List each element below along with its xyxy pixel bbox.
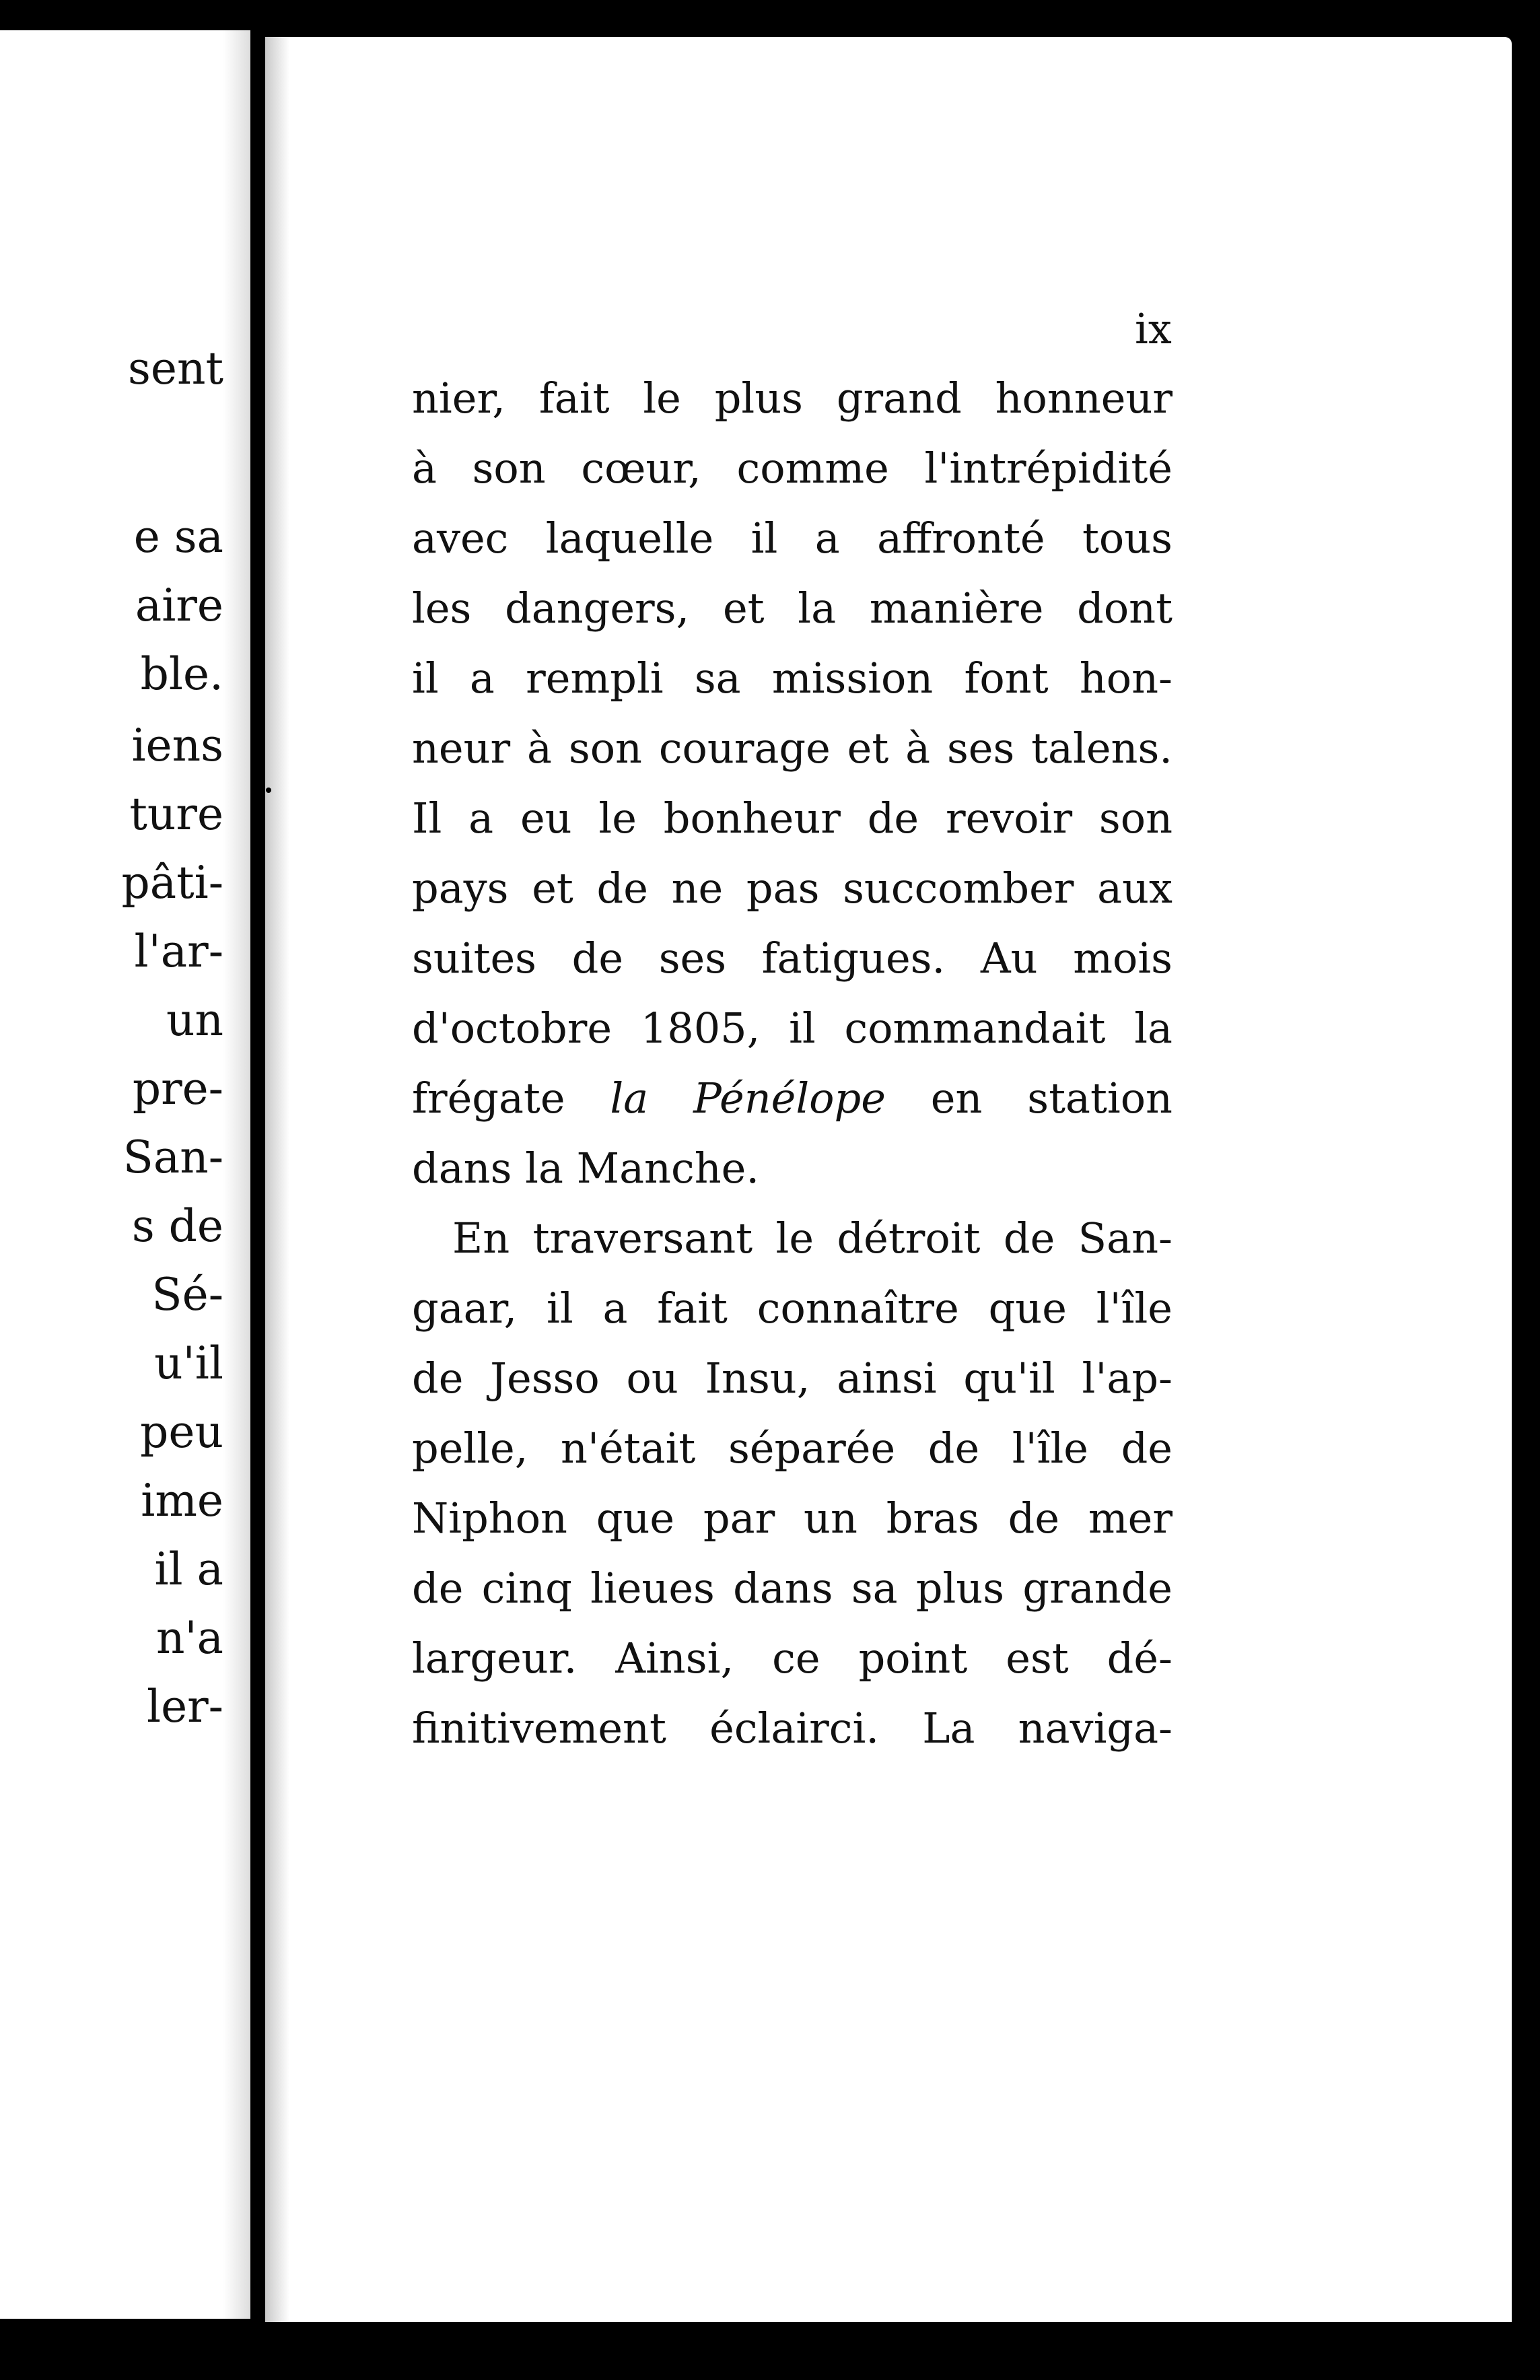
text-line: d'octobre 1805, il commandait la bbox=[412, 1004, 1172, 1053]
text-line-with-italic bbox=[412, 1063, 1172, 1133]
body-text bbox=[412, 363, 1172, 1763]
left-page-line: il a bbox=[154, 1543, 223, 1595]
text-line: neur à son courage et à ses talens. bbox=[412, 724, 1172, 773]
left-gutter-shadow bbox=[223, 30, 250, 2319]
left-page-line: peu bbox=[140, 1406, 223, 1458]
left-page-line: l'ar- bbox=[134, 925, 223, 977]
text-segment: en station bbox=[885, 1074, 1172, 1123]
left-page-line: s de bbox=[131, 1200, 223, 1252]
text-line: il a rempli sa mission font hon- bbox=[412, 654, 1172, 703]
left-page-line: u'il bbox=[154, 1337, 223, 1389]
text-line: avec laquelle il a affronté tous bbox=[412, 514, 1172, 563]
ship-name-italic: la Pénélope bbox=[610, 1074, 886, 1123]
text-line: suites de ses fatigues. Au mois bbox=[412, 934, 1172, 983]
text-line: nier, fait le plus grand honneur bbox=[412, 374, 1172, 423]
left-page-line: San- bbox=[123, 1131, 223, 1183]
text-line: de cinq lieues dans sa plus grande bbox=[412, 1564, 1172, 1613]
text-line: En traversant le détroit de San- bbox=[452, 1214, 1172, 1263]
text-line: pays et de ne pas succomber aux bbox=[412, 864, 1172, 913]
page-number: ix bbox=[1135, 304, 1172, 353]
text-line: de Jesso ou Insu, ainsi qu'il l'ap- bbox=[412, 1354, 1172, 1403]
left-page-line: iens bbox=[131, 720, 223, 771]
text-line: pelle, n'était séparée de l'île de bbox=[412, 1424, 1172, 1473]
text-line: finitivement éclairci. La naviga- bbox=[412, 1704, 1172, 1753]
left-page-line: n'a bbox=[156, 1612, 223, 1664]
left-page-line: ble. bbox=[140, 648, 223, 700]
left-page-line: pâti- bbox=[121, 857, 223, 909]
text-line: gaar, il a fait connaître que l'île bbox=[412, 1284, 1172, 1333]
left-page-line: e sa bbox=[133, 511, 223, 563]
left-page-line: Sé- bbox=[151, 1269, 223, 1321]
text-line: à son cœur, comme l'intrépidité bbox=[412, 444, 1172, 493]
left-page-line: aire bbox=[135, 580, 223, 631]
previous-page-fragment bbox=[0, 30, 250, 2319]
text-line: Il a eu le bonheur de revoir son bbox=[412, 794, 1172, 843]
left-page-line: ler- bbox=[146, 1681, 223, 1733]
text-segment: frégate bbox=[412, 1074, 610, 1123]
left-page-line: un bbox=[166, 994, 223, 1046]
text-line: Niphon que par un bras de mer bbox=[412, 1494, 1172, 1543]
text-line: les dangers, et la manière dont bbox=[412, 584, 1172, 633]
left-page-line: pre- bbox=[132, 1063, 223, 1115]
right-gutter-shadow bbox=[265, 37, 289, 2322]
text-line: dans la Manche. bbox=[412, 1144, 760, 1193]
page-divider bbox=[250, 0, 265, 2380]
scan-speck bbox=[1523, 1602, 1527, 1607]
scan-speck bbox=[266, 788, 271, 793]
left-page-line: sent bbox=[128, 343, 223, 394]
text-line: largeur. Ainsi, ce point est dé- bbox=[412, 1634, 1172, 1683]
left-page-line: ture bbox=[129, 788, 223, 840]
left-page-line: ime bbox=[141, 1475, 223, 1527]
